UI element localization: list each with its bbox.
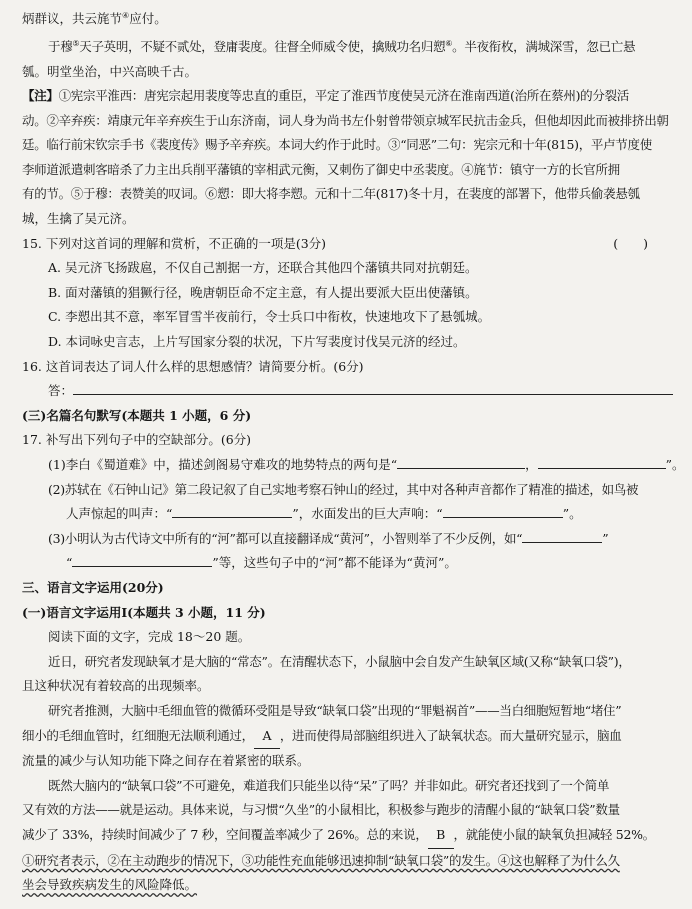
blank-b[interactable]: B: [428, 823, 454, 849]
poem-line-2: 于穆⑤天子英明，不疑不贰处，登庸裴度。往督全师威令使，擒贼功名归愬⑥。半夜衔枚，满城深雪，忽已亡悬: [48, 38, 636, 54]
q17-item-3-cont: “ ”等，这些句子中的“河”都不能译为“黄河”。: [66, 555, 457, 571]
passage-p3-line-1: 既然大脑内的“缺氧口袋”不可避免，难道我们只能坐以待“呆”了吗？并非如此。研究者还找到了一个简单: [48, 777, 610, 793]
passage-p4-line-2: 坐会导致疾病发生的风险降低。: [22, 877, 198, 893]
q17-item-2: (2)苏轼在《石钟山记》第二段记叙了自己实地考察石钟山的经过，其中对各种声音都作了精准的描述，如鸟被: [48, 481, 639, 497]
q15-option-c: C. 李愬出其不意，率军冒雪半夜前行，令士兵口中衔枚，快速地攻下了悬瓠城。: [48, 309, 491, 325]
question-17-stem: 17. 补写出下列句子中的空缺部分。(6分): [22, 432, 252, 448]
q16-answer-line[interactable]: [73, 382, 673, 395]
q17-blank-4[interactable]: [443, 505, 563, 518]
poem-line-3: 瓠。明堂坐治，中兴高映千古。: [22, 63, 198, 79]
notes-line-2: 动。②辛弃疾：靖康元年辛弃疾生于山东济南，词人身为尚书左仆射曾带领京城军民抗击金兵，但他却因此而被排挤出朝: [22, 112, 669, 128]
subsection-1-title: (一)语言文字运用Ⅰ(本题共 3 小题，11 分): [22, 604, 266, 620]
q16-answer-row: 答：: [22, 379, 668, 404]
question-15-stem: 15. 下列对这首词的理解和赏析，不正确的一项是(3分) ( ): [22, 232, 668, 257]
q17-item-2-cont: 人声惊起的叫声：“ ”，水面发出的巨大声响：“ ”。: [66, 506, 582, 522]
passage-p1-line-1: 近日，研究者发现缺氧才是大脑的“常态”。在清醒状态下，小鼠脑中会自发产生缺氧区域(又称“缺氧口袋”)，: [48, 653, 631, 669]
notes-line-6: 城，生擒了吴元济。: [22, 211, 135, 227]
part-3-title: 三、语言文字运用(20分): [22, 579, 164, 595]
passage-p4-line-1: ①研究者表示，②在主动跑步的情况下，③功能性充血能够迅速抑制“缺氧口袋”的发生。④这也解释了为什么久: [22, 852, 620, 868]
q15-option-a: A. 吴元济飞扬跋扈，不仅自己割据一方，还联合其他四个藩镇共同对抗朝廷。: [48, 260, 478, 276]
blank-a[interactable]: A: [254, 724, 280, 750]
section-3-title: (三)名篇名句默写(本题共 1 小题，6 分): [22, 407, 252, 423]
q17-blank-3[interactable]: [172, 505, 292, 518]
notes-line-4: 李师道派遣刺客暗杀了力主出兵削平藩镇的宰相武元衡，又刺伤了御史中丞裴度。④旄节：镇守一方的长官所拥: [22, 161, 620, 177]
q17-blank-6[interactable]: [72, 554, 212, 567]
q17-blank-2[interactable]: [538, 456, 666, 469]
passage-p3-line-3: 减少了 33%，持续时间减少了 7 秒，空间覆盖率减少了 26%。总的来说， B ，就能使小鼠的缺氧负担减轻 52%。: [22, 823, 668, 849]
q17-blank-5[interactable]: [522, 530, 602, 543]
passage-p2-line-1: 研究者推测，大脑中毛细血管的微循环受阻是导致“缺氧口袋”出现的“罪魁祸首”——当白细胞短暂地“堵住”: [48, 702, 622, 718]
q15-option-b: B. 面对藩镇的猖獗行径，晚唐朝臣命不定主意，有人提出要派大臣出使藩镇。: [48, 284, 478, 300]
q17-blank-1[interactable]: [397, 456, 525, 469]
passage-p2-line-2: 细小的毛细血管时，红细胞无法顺利通过， A ，进而使得局部脑组织进入了缺氧状态。而大量研究显示，脑血: [22, 724, 668, 750]
passage-p3-line-2: 又有效的方法——就是运动。具体来说，与习惯“久坐”的小鼠相比，积极参与跑步的清醒小鼠的“缺氧口袋”数量: [22, 802, 620, 818]
answer-paren[interactable]: ( ): [613, 235, 648, 251]
notes-line-3: 廷。临行前宋钦宗手书《裴度传》赐予辛弃疾。本词大约作于此时。③“同恶”二句：宪宗元和十年(815)，平卢节度使: [22, 137, 652, 153]
passage-p2-line-3: 流量的减少与认知功能下降之间存在着紧密的联系。: [22, 753, 310, 769]
notes-line-1: 【注】①宪宗平淮西：唐宪宗起用裴度等忠直的重臣，平定了淮西节度使吴元济在淮南西道(治所在蔡州)的分裂活: [22, 88, 629, 104]
q17-item-3: (3)小明认为古代诗文中所有的“河”都可以直接翻译成“黄河”，小智则举了不少反例，如“ ”: [48, 530, 609, 546]
reading-instruction: 阅读下面的文字，完成 18～20 题。: [48, 629, 251, 645]
poem-line-1: 炳群议，共云旄节④应付。: [22, 11, 167, 27]
notes-line-5: 有的节。⑤于穆：表赞美的叹词。⑥愬：即大将李愬。元和十二年(817)冬十月，在裴度的部署下，他带兵偷袭悬瓠: [22, 186, 640, 202]
q15-option-d: D. 本词咏史言志，上片写国家分裂的状况，下片写裴度讨伐吴元济的经过。: [48, 334, 466, 350]
q17-item-1: (1)李白《蜀道难》中，描述剑阁易守难攻的地势特点的两句是“ ， ”。: [48, 457, 685, 472]
passage-p1-line-2: 且这种状况有着较高的出现频率。: [22, 678, 210, 694]
question-16-stem: 16. 这首词表达了词人什么样的思想感情？请简要分析。(6分): [22, 358, 364, 374]
